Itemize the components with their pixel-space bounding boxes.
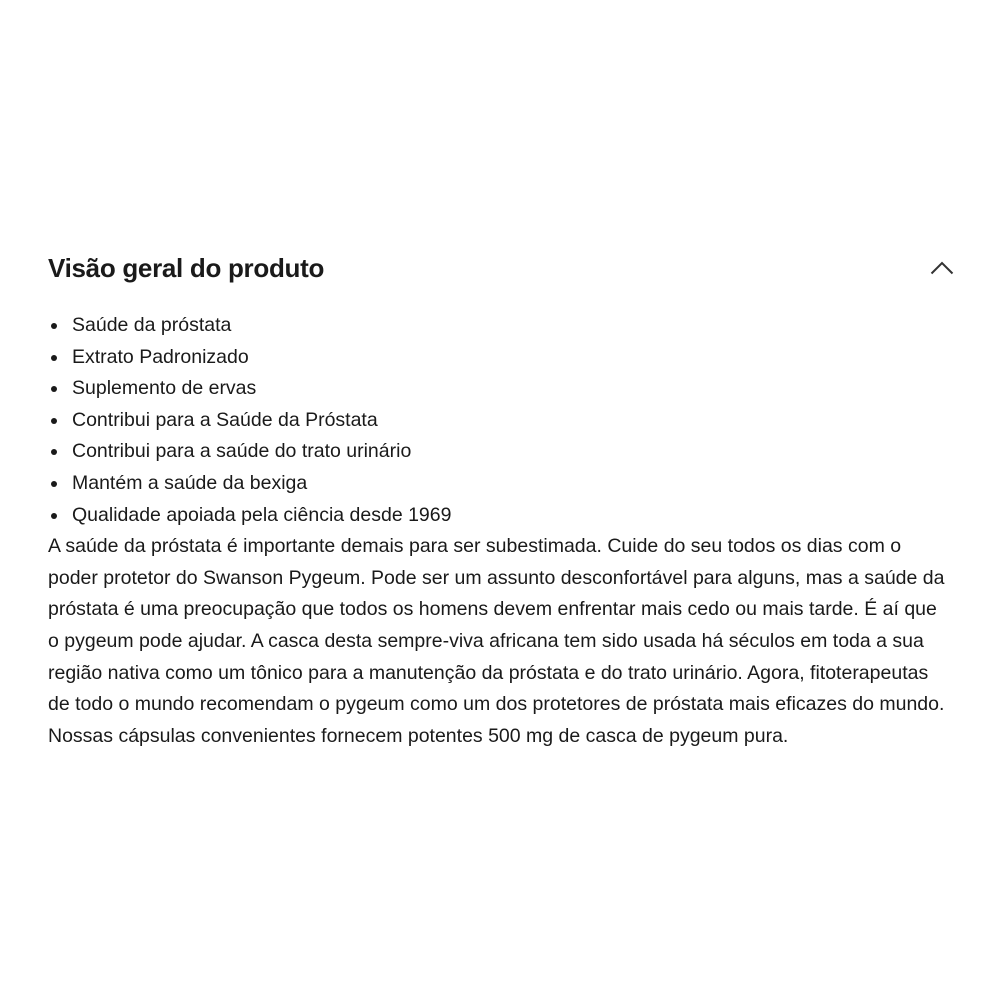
feature-text: Contribui para a Saúde da Próstata <box>72 408 378 431</box>
product-description: A saúde da próstata é importante demais para ser subestimada. Cuide do seu todos os dias com o poder protetor do Swanson Pygeum. Pode ser um assunto desconfortável para alguns, mas a saúde da próstata é uma preocupação que todos os homens devem enfrentar mais cedo ou mais tarde. É aí que o pygeum pode ajudar. A casca desta sempre-viva africana tem sido usada há séculos em toda a sua região nativa como um tônico para a manutenção da próstata e do trato urinário. Agora, fitoterapeutas de todo o mundo recomendam o pygeum como um dos protetores de próstata mais eficazes do mundo. Nossas cápsulas convenientes fornecem potentes 500 mg de casca de pygeum pura. <box>48 535 945 747</box>
feature-list-item <box>48 310 958 342</box>
product-overview-header[interactable] <box>48 248 958 288</box>
bullet-dot-icon <box>51 418 57 424</box>
section-title: Visão geral do produto <box>48 252 325 283</box>
feature-text: Mantém a saúde da bexiga <box>72 471 308 494</box>
bullet-dot-icon <box>51 355 57 361</box>
feature-text: Qualidade apoiada pela ciência desde 1969 <box>72 503 452 526</box>
chevron-up-icon <box>930 261 954 275</box>
bullet-dot-icon <box>51 513 57 519</box>
feature-list-item <box>48 500 958 532</box>
collapse-toggle-button[interactable] <box>926 252 958 284</box>
feature-text: Extrato Padronizado <box>72 345 249 368</box>
feature-list-item <box>48 373 958 405</box>
feature-list-item <box>48 342 958 374</box>
product-overview-section <box>48 248 958 752</box>
feature-text: Contribui para a saúde do trato urinário <box>72 440 412 463</box>
feature-text: Saúde da próstata <box>72 314 232 336</box>
feature-list-item <box>48 436 958 468</box>
feature-list-item <box>48 468 958 500</box>
feature-text: Suplemento de ervas <box>72 377 257 400</box>
feature-list-item <box>48 405 958 437</box>
bullet-dot-icon <box>51 386 57 392</box>
bullet-dot-icon <box>51 323 57 329</box>
bullet-dot-icon <box>51 481 57 487</box>
feature-list <box>48 310 958 531</box>
bullet-dot-icon <box>51 449 57 455</box>
